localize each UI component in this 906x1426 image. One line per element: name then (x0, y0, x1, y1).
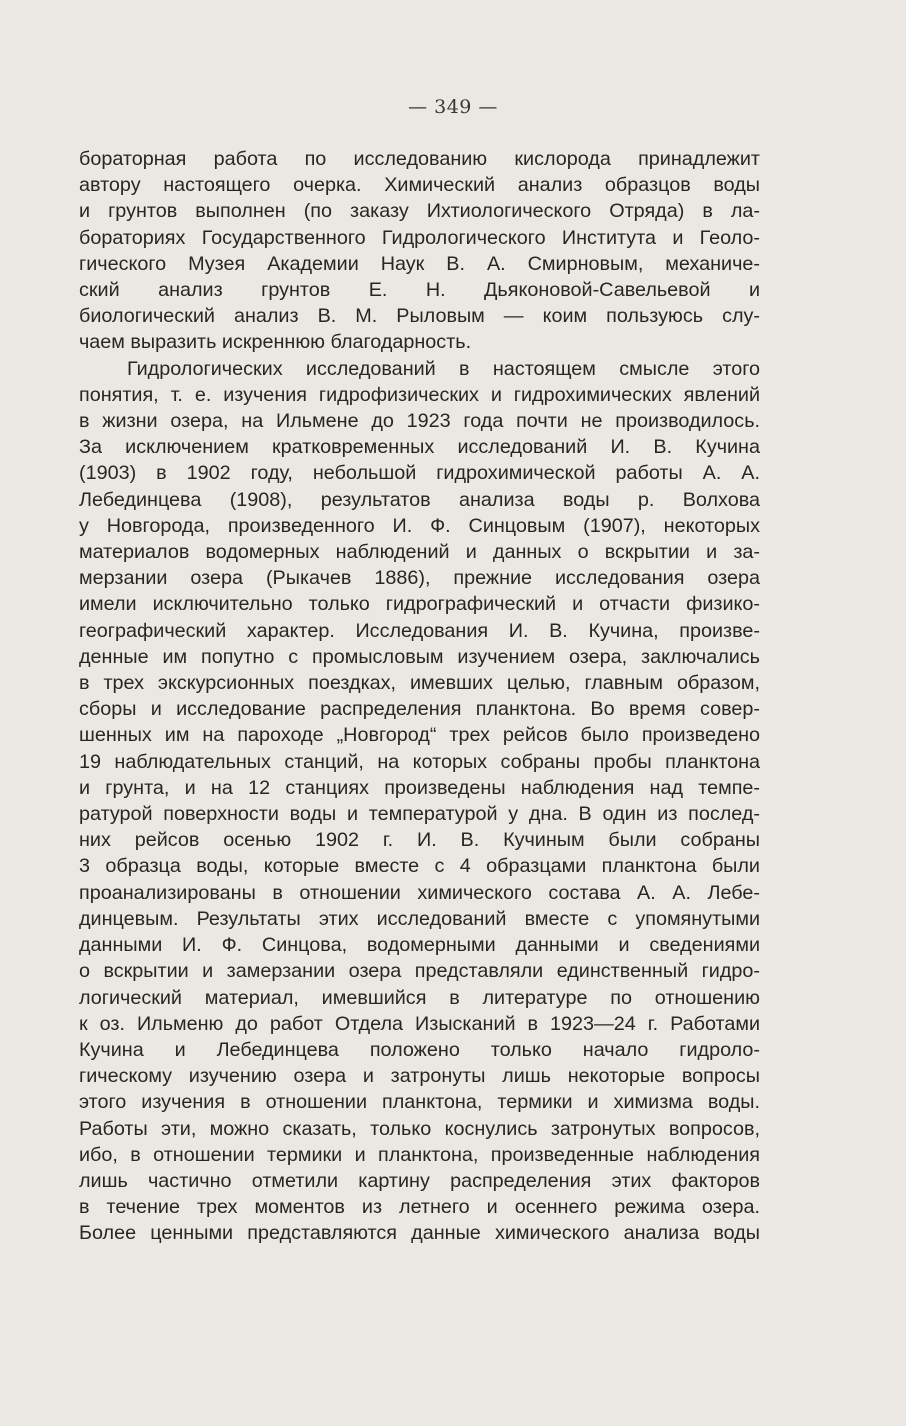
text-line-33: логический материал, имевшийся в литературе по отношению (79, 986, 760, 1009)
text-line-11: в жизни озера, на Ильмене до 1923 года почти не производилось. (79, 410, 760, 433)
text-line-34: к оз. Ильменю до работ Отдела Изысканий в 1923—24 г. Работами (79, 1012, 760, 1035)
text-line-16: материалов водомерных наблюдений и данных о вскрытии и за- (79, 541, 760, 564)
text-line-6: ский анализ грунтов Е. Н. Дьяконовой-Савельевой и (79, 279, 760, 302)
text-line-18: имели исключительно только гидрографический и отчасти физико- (79, 593, 760, 616)
text-line-37: этого изучения в отношении планктона, термики и химизма воды. (79, 1091, 760, 1114)
text-line-41: в течение трех моментов из летнего и осеннего режима озера. (79, 1196, 760, 1219)
text-line-9: Гидрологических исследований в настоящем смысле этого (127, 357, 760, 380)
text-line-31: данными И. Ф. Синцова, водомерными данными и сведениями (79, 934, 760, 957)
text-line-4: бораториях Государственного Гидрологического Института и Геоло- (79, 226, 760, 249)
text-line-26: ратурой поверхности воды и температурой у дна. В один из послед- (79, 803, 760, 826)
text-line-39: ибо, в отношении термики и планктона, произведенные наблюдения (79, 1143, 760, 1166)
text-line-3: и грунтов выполнен (по заказу Ихтиологического Отряда) в ла- (79, 200, 760, 223)
text-line-27: них рейсов осенью 1902 г. И. В. Кучиным были собраны (79, 829, 760, 852)
text-line-36: гическому изучению озера и затронуты лишь некоторые вопросы (79, 1065, 760, 1088)
text-line-12: За исключением кратковременных исследований И. В. Кучина (79, 436, 760, 459)
text-line-13: (1903) в 1902 году, небольшой гидрохимической работы А. А. (79, 462, 760, 485)
text-line-21: в трех экскурсионных поездках, имевших целью, главным образом, (79, 672, 760, 695)
text-line-5: гического Музея Академии Наук В. А. Смирновым, механиче- (79, 252, 760, 275)
body-text (79, 146, 760, 1247)
text-line-22: сборы и исследование распределения планктона. Во время совер- (79, 698, 760, 721)
text-line-32: о вскрытии и замерзании озера представляли единственный гидро- (79, 960, 760, 983)
text-line-23: шенных им на пароходе „Новгород“ трех рейсов было произведено (79, 724, 760, 747)
text-line-42: Более ценными представляются данные химического анализа воды (79, 1222, 760, 1245)
text-line-25: и грунта, и на 12 станциях произведены наблюдения над темпе- (79, 776, 760, 799)
text-line-8: чаем выразить искреннюю благодарность. (79, 331, 472, 354)
page-number: — 349 — (408, 96, 498, 118)
text-line-29: проанализированы в отношении химического состава А. А. Лебе- (79, 881, 760, 904)
text-line-30: динцевым. Результаты этих исследований вместе с упомянутыми (79, 907, 760, 930)
text-line-15: у Новгорода, произведенного И. Ф. Синцовым (1907), некоторых (79, 514, 760, 537)
text-line-1: бораторная работа по исследованию кислорода принадлежит (79, 148, 760, 170)
text-line-2: автору настоящего очерка. Химический анализ образцов воды (79, 174, 760, 197)
text-line-24: 19 наблюдательных станций, на которых собраны пробы планктона (79, 750, 760, 773)
text-line-28: 3 образца воды, которые вместе с 4 образцами планктона были (79, 855, 760, 878)
text-line-19: географический характер. Исследования И. В. Кучина, произве- (79, 619, 760, 642)
text-line-40: лишь частично отметили картину распределения этих факторов (79, 1169, 760, 1192)
text-line-38: Работы эти, можно сказать, только коснулись затронутых вопросов, (79, 1117, 760, 1140)
text-line-14: Лебединцева (1908), результатов анализа воды р. Волхова (79, 488, 760, 511)
text-line-10: понятия, т. е. изучения гидрофизических и гидрохимических явлений (79, 383, 760, 406)
text-line-17: мерзании озера (Рыкачев 1886), прежние исследования озера (79, 567, 760, 590)
text-line-7: биологический анализ В. М. Рыловым — коим пользуюсь слу- (79, 305, 760, 328)
text-line-20: денные им попутно с промысловым изучением озера, заключались (79, 645, 760, 668)
text-line-35: Кучина и Лебединцева положено только начало гидроло- (79, 1038, 760, 1061)
